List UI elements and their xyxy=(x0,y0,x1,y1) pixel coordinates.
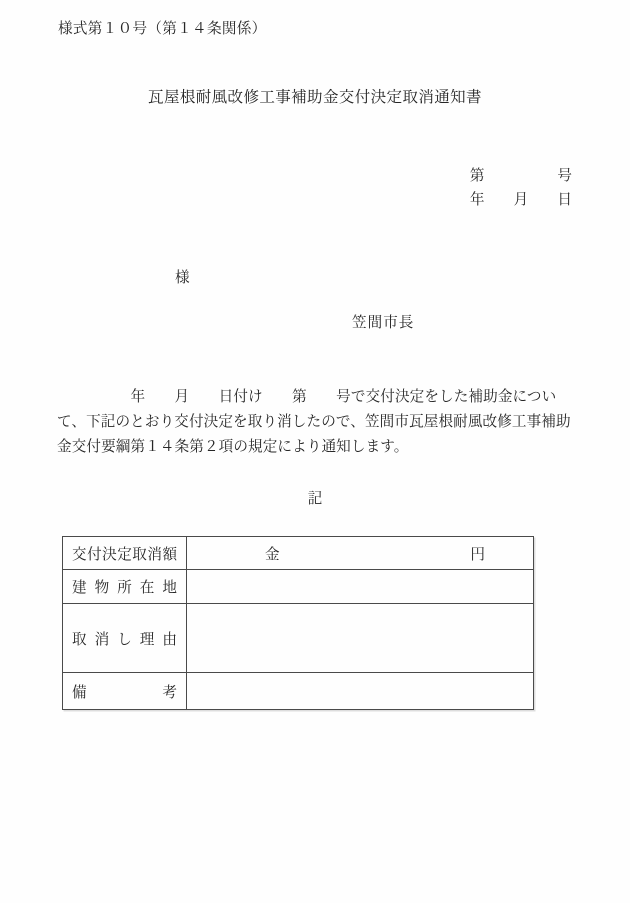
document-title: 瓦屋根耐風改修工事補助金交付決定取消通知書 xyxy=(148,88,482,106)
record-heading: 記 xyxy=(307,491,323,508)
amount-label: 交 付 決 定 取 消 額 xyxy=(72,546,177,563)
amount-value xyxy=(187,543,533,564)
address-label: 建 物 所 在 地 xyxy=(72,580,177,597)
amount-label-cell xyxy=(63,537,187,570)
body-line-1: 年 月 日付け 第 号で交付決定をした補助金につい xyxy=(57,389,557,406)
sender-line xyxy=(0,316,630,331)
form-number: 様式第１０号（第１４条関係） xyxy=(58,21,267,37)
address-label-cell xyxy=(63,570,187,604)
table-row-address xyxy=(63,570,534,604)
remarks-value-cell xyxy=(187,673,534,710)
amount-prefix: 金 xyxy=(265,546,280,563)
document-date-line: 年 月 日 xyxy=(469,191,572,208)
remarks-label: 備 考 xyxy=(72,684,177,701)
sender-name: 笠間市長 xyxy=(352,314,415,331)
document-number-line: 第 号 xyxy=(469,168,572,185)
remarks-label-cell xyxy=(63,673,187,710)
table-row-remarks xyxy=(63,673,534,710)
table-row-reason xyxy=(63,604,534,673)
address-value-cell xyxy=(187,570,534,604)
reason-value-cell xyxy=(187,604,534,673)
body-line-3: 金交付要綱第１４条第２項の規定により通知します。 xyxy=(57,439,409,456)
amount-suffix: 円 xyxy=(470,546,485,563)
reason-label: 取 消 し 理 由 xyxy=(72,631,177,648)
amount-value-cell xyxy=(187,537,534,570)
body-line-2: て、下記のとおり交付決定を取り消したので、笠間市瓦屋根耐風改修工事補助 xyxy=(57,414,571,431)
addressee-line xyxy=(0,271,630,286)
notice-table xyxy=(62,536,534,710)
table-row-amount xyxy=(63,537,534,570)
body-paragraph xyxy=(57,385,574,460)
reference-block xyxy=(0,169,630,207)
reason-label-cell xyxy=(63,604,187,673)
addressee-honorific: 様 xyxy=(175,270,190,287)
